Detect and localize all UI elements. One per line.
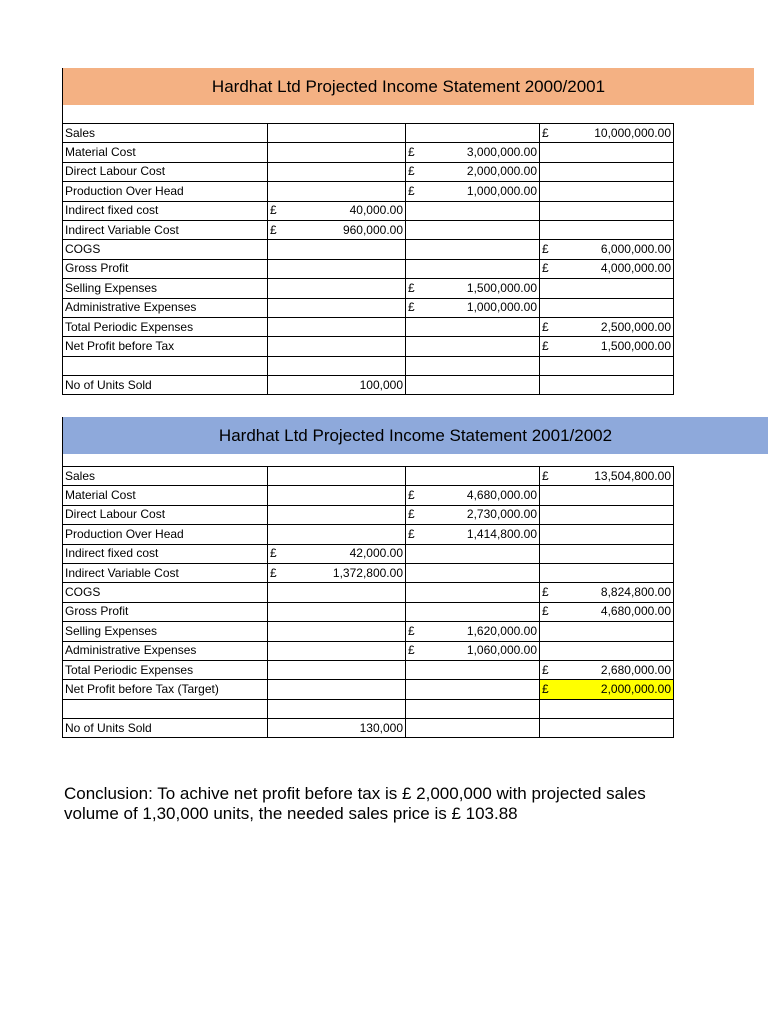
empty-cell[interactable] <box>540 563 674 582</box>
empty-cell[interactable] <box>540 505 674 524</box>
empty-cell[interactable] <box>406 699 540 718</box>
empty-cell[interactable] <box>406 719 540 738</box>
amount-value: 1,000,000.00 <box>466 183 537 198</box>
empty-cell[interactable] <box>268 162 406 181</box>
table-row <box>63 505 674 524</box>
empty-cell[interactable] <box>268 602 406 621</box>
amount-value: 960,000.00 <box>342 222 403 237</box>
row-label[interactable]: Selling Expenses <box>63 279 268 298</box>
units-label[interactable]: No of Units Sold <box>63 376 268 395</box>
empty-cell[interactable] <box>268 240 406 259</box>
currency-symbol: £ <box>542 604 549 619</box>
currency-symbol: £ <box>542 338 549 353</box>
table-row <box>63 124 674 143</box>
amount-value: 3,000,000.00 <box>466 145 537 160</box>
currency-symbol: £ <box>270 203 277 218</box>
row-label[interactable]: COGS <box>63 583 268 602</box>
empty-cell[interactable] <box>406 563 540 582</box>
currency-symbol: £ <box>270 222 277 237</box>
amount-value: 40,000.00 <box>349 203 403 218</box>
amount-value: 1,000,000.00 <box>466 300 537 315</box>
table-row <box>63 279 674 298</box>
row-label[interactable]: COGS <box>63 240 268 259</box>
currency-symbol: £ <box>408 526 415 541</box>
empty-cell[interactable] <box>63 356 268 375</box>
amount-cell[interactable] <box>540 240 674 259</box>
amount-value: 1,620,000.00 <box>466 623 537 638</box>
row-label[interactable]: Gross Profit <box>63 602 268 621</box>
currency-symbol: £ <box>408 183 415 198</box>
currency-symbol: £ <box>542 662 549 677</box>
empty-cell[interactable] <box>406 544 540 563</box>
empty-cell[interactable] <box>268 699 406 718</box>
empty-cell[interactable] <box>406 376 540 395</box>
units-label[interactable]: No of Units Sold <box>63 719 268 738</box>
units-row <box>63 376 674 395</box>
row-label[interactable]: Net Profit before Tax <box>63 337 268 356</box>
empty-cell[interactable] <box>540 279 674 298</box>
conclusion-line-2: volume of 1,30,000 units, the needed sales price is £ 103.88 <box>64 804 518 823</box>
empty-cell[interactable] <box>268 467 406 486</box>
amount-cell[interactable] <box>540 467 674 486</box>
statement-title-2000-2001 <box>62 68 754 105</box>
empty-cell[interactable] <box>540 298 674 317</box>
empty-cell[interactable] <box>268 279 406 298</box>
empty-cell[interactable] <box>406 317 540 336</box>
empty-cell[interactable] <box>540 699 674 718</box>
column-divider <box>62 448 63 466</box>
amount-value: 8,824,800.00 <box>600 585 671 600</box>
amount-value: 10,000,000.00 <box>594 125 671 140</box>
amount-cell[interactable] <box>406 298 540 317</box>
row-label[interactable]: Sales <box>63 124 268 143</box>
empty-cell[interactable] <box>406 124 540 143</box>
currency-symbol: £ <box>542 681 549 696</box>
currency-symbol: £ <box>408 507 415 522</box>
table-row <box>63 544 674 563</box>
units-row <box>63 719 674 738</box>
amount-cell[interactable] <box>540 602 674 621</box>
table-row <box>63 337 674 356</box>
empty-cell[interactable] <box>268 124 406 143</box>
currency-symbol: £ <box>542 261 549 276</box>
empty-cell[interactable] <box>406 467 540 486</box>
amount-cell[interactable] <box>406 505 540 524</box>
table-row <box>63 525 674 544</box>
amount-cell[interactable] <box>268 544 406 563</box>
row-label[interactable]: Direct Labour Cost <box>63 505 268 524</box>
empty-cell[interactable] <box>406 240 540 259</box>
currency-symbol: £ <box>542 319 549 334</box>
table-row <box>63 563 674 582</box>
currency-symbol: £ <box>408 280 415 295</box>
row-label[interactable]: Material Cost <box>63 486 268 505</box>
table-row <box>63 622 674 641</box>
table-row <box>63 182 674 201</box>
empty-cell[interactable] <box>268 622 406 641</box>
table-row <box>63 162 674 181</box>
amount-value: 13,504,800.00 <box>594 468 671 483</box>
amount-value: 4,680,000.00 <box>466 488 537 503</box>
amount-cell[interactable] <box>540 680 674 699</box>
statement-title-2001-2002 <box>62 417 768 454</box>
currency-symbol: £ <box>408 164 415 179</box>
empty-cell[interactable] <box>406 680 540 699</box>
row-label[interactable]: Sales <box>63 467 268 486</box>
row-label[interactable]: Administrative Expenses <box>63 641 268 660</box>
amount-value: 1,500,000.00 <box>600 338 671 353</box>
table-row <box>63 641 674 660</box>
table-row <box>63 583 674 602</box>
amount-value: 1,372,800.00 <box>332 565 403 580</box>
row-label[interactable]: Total Periodic Expenses <box>63 317 268 336</box>
table-row <box>63 259 674 278</box>
amount-cell[interactable] <box>540 124 674 143</box>
amount-cell[interactable] <box>406 641 540 660</box>
table-row <box>63 467 674 486</box>
blank-row <box>63 356 674 375</box>
amount-value: 2,730,000.00 <box>466 507 537 522</box>
table-row <box>63 486 674 505</box>
amount-cell[interactable] <box>540 259 674 278</box>
empty-cell[interactable] <box>63 699 268 718</box>
blank-row <box>63 699 674 718</box>
amount-cell[interactable] <box>406 162 540 181</box>
amount-value: 1,500,000.00 <box>466 280 537 295</box>
income-statement-table-2000-2001 <box>62 123 674 395</box>
empty-cell[interactable] <box>406 337 540 356</box>
column-divider <box>62 105 63 123</box>
statement-body <box>63 467 674 738</box>
empty-cell[interactable] <box>540 525 674 544</box>
empty-cell[interactable] <box>540 356 674 375</box>
row-label[interactable]: Material Cost <box>63 143 268 162</box>
currency-symbol: £ <box>270 565 277 580</box>
table-row <box>63 602 674 621</box>
empty-cell[interactable] <box>540 544 674 563</box>
row-label[interactable]: Production Over Head <box>63 525 268 544</box>
amount-cell[interactable] <box>406 143 540 162</box>
currency-symbol: £ <box>408 145 415 160</box>
empty-cell[interactable] <box>406 201 540 220</box>
table-row <box>63 298 674 317</box>
empty-cell[interactable] <box>268 259 406 278</box>
empty-cell[interactable] <box>406 583 540 602</box>
empty-cell[interactable] <box>268 356 406 375</box>
row-label[interactable]: Production Over Head <box>63 182 268 201</box>
table-row <box>63 680 674 699</box>
amount-cell[interactable] <box>268 201 406 220</box>
empty-cell[interactable] <box>540 143 674 162</box>
amount-cell[interactable] <box>540 583 674 602</box>
amount-value: 4,680,000.00 <box>600 604 671 619</box>
row-label[interactable]: Selling Expenses <box>63 622 268 641</box>
row-label[interactable]: Direct Labour Cost <box>63 162 268 181</box>
statement-body <box>63 124 674 395</box>
table-row <box>63 240 674 259</box>
amount-cell[interactable] <box>406 622 540 641</box>
amount-cell[interactable] <box>406 486 540 505</box>
row-label[interactable]: Indirect Variable Cost <box>63 220 268 239</box>
conclusion-line-1: Conclusion: To achive net profit before tax is £ 2,000,000 with projected sales <box>64 784 646 803</box>
units-value[interactable]: 100,000 <box>268 376 406 395</box>
empty-cell[interactable] <box>540 182 674 201</box>
conclusion-text <box>64 784 674 824</box>
amount-cell[interactable] <box>406 182 540 201</box>
empty-cell[interactable] <box>268 182 406 201</box>
amount-cell[interactable] <box>406 525 540 544</box>
currency-symbol: £ <box>408 488 415 503</box>
empty-cell[interactable] <box>268 486 406 505</box>
row-label[interactable]: Indirect Variable Cost <box>63 563 268 582</box>
currency-symbol: £ <box>270 546 277 561</box>
row-label[interactable]: Total Periodic Expenses <box>63 660 268 679</box>
empty-cell[interactable] <box>268 660 406 679</box>
income-statement-table-2001-2002 <box>62 466 674 738</box>
empty-cell[interactable] <box>540 201 674 220</box>
currency-symbol: £ <box>408 300 415 315</box>
table-row <box>63 201 674 220</box>
amount-cell[interactable] <box>268 220 406 239</box>
empty-cell[interactable] <box>406 259 540 278</box>
empty-cell[interactable] <box>540 641 674 660</box>
amount-value: 6,000,000.00 <box>600 242 671 257</box>
currency-symbol: £ <box>408 623 415 638</box>
empty-cell[interactable] <box>406 602 540 621</box>
amount-value: 1,414,800.00 <box>466 526 537 541</box>
empty-cell[interactable] <box>268 505 406 524</box>
amount-value: 2,500,000.00 <box>600 319 671 334</box>
row-label[interactable]: Administrative Expenses <box>63 298 268 317</box>
empty-cell[interactable] <box>540 376 674 395</box>
row-label[interactable]: Indirect fixed cost <box>63 201 268 220</box>
currency-symbol: £ <box>542 242 549 257</box>
row-label[interactable]: Net Profit before Tax (Target) <box>63 680 268 699</box>
table-row <box>63 660 674 679</box>
empty-cell[interactable] <box>268 583 406 602</box>
row-label[interactable]: Indirect fixed cost <box>63 544 268 563</box>
currency-symbol: £ <box>408 643 415 658</box>
currency-symbol: £ <box>542 468 549 483</box>
empty-cell[interactable] <box>268 337 406 356</box>
empty-cell[interactable] <box>268 317 406 336</box>
empty-cell[interactable] <box>268 680 406 699</box>
row-label[interactable]: Gross Profit <box>63 259 268 278</box>
empty-cell[interactable] <box>268 143 406 162</box>
currency-symbol: £ <box>542 585 549 600</box>
empty-cell[interactable] <box>268 641 406 660</box>
empty-cell[interactable] <box>406 356 540 375</box>
statement-title-text: Hardhat Ltd Projected Income Statement 2001/2002 <box>218 425 613 445</box>
empty-cell[interactable] <box>268 525 406 544</box>
amount-value: 4,000,000.00 <box>600 261 671 276</box>
amount-value: 2,000,000.00 <box>600 681 671 696</box>
units-value[interactable]: 130,000 <box>268 719 406 738</box>
amount-value: 42,000.00 <box>349 546 403 561</box>
empty-cell[interactable] <box>540 220 674 239</box>
amount-value: 1,060,000.00 <box>466 643 537 658</box>
empty-cell[interactable] <box>540 719 674 738</box>
empty-cell[interactable] <box>268 298 406 317</box>
amount-value: 2,000,000.00 <box>466 164 537 179</box>
empty-cell[interactable] <box>406 660 540 679</box>
amount-cell[interactable] <box>540 317 674 336</box>
amount-value: 2,680,000.00 <box>600 662 671 677</box>
amount-cell[interactable] <box>540 337 674 356</box>
table-row <box>63 143 674 162</box>
table-row <box>63 317 674 336</box>
amount-cell[interactable] <box>540 660 674 679</box>
amount-cell[interactable] <box>268 563 406 582</box>
empty-cell[interactable] <box>540 486 674 505</box>
statement-title-text: Hardhat Ltd Projected Income Statement 2000/2001 <box>211 76 606 96</box>
empty-cell[interactable] <box>540 622 674 641</box>
table-row <box>63 220 674 239</box>
empty-cell[interactable] <box>540 162 674 181</box>
currency-symbol: £ <box>542 125 549 140</box>
empty-cell[interactable] <box>406 220 540 239</box>
amount-cell[interactable] <box>406 279 540 298</box>
